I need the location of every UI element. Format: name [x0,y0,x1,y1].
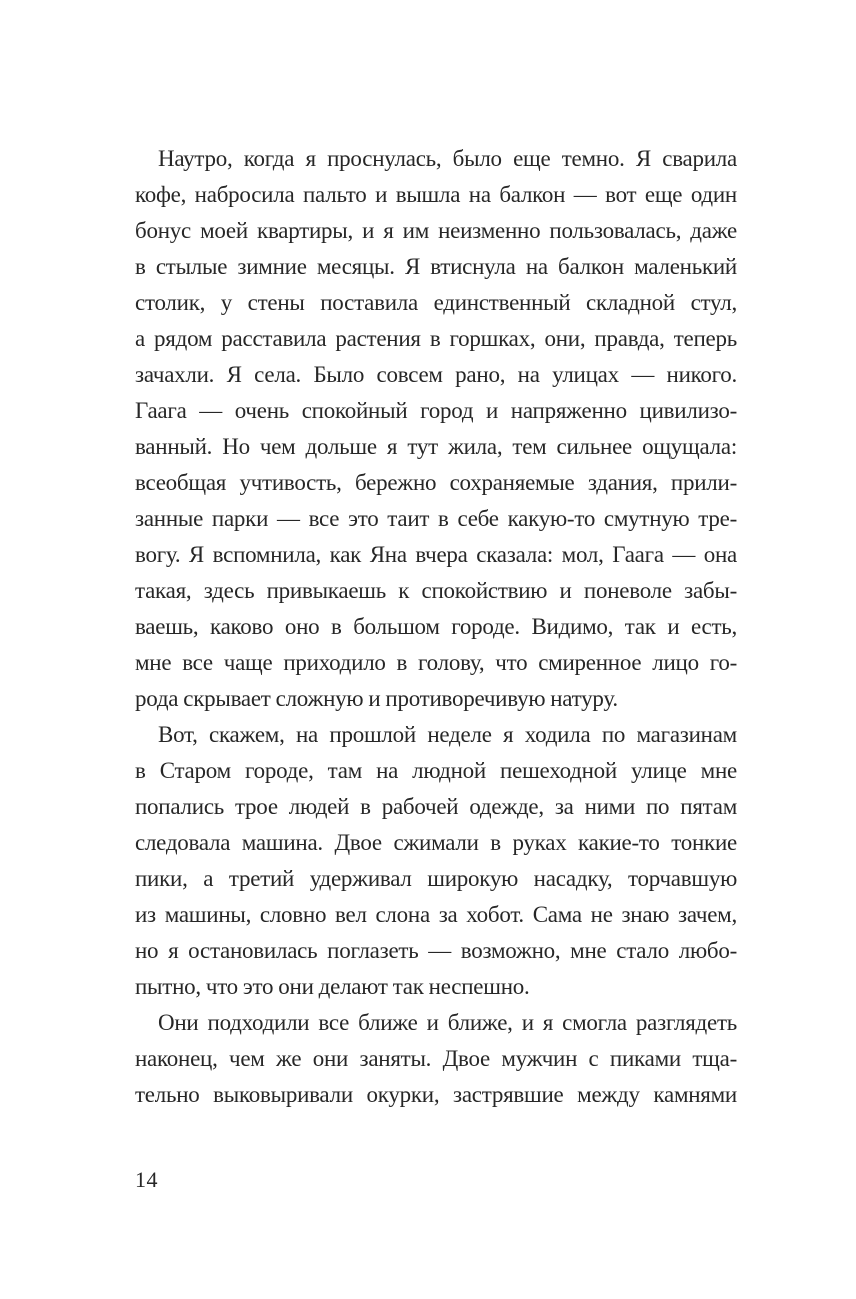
text-line: а рядом расставила растения в горшках, они, правда, теперь [135,326,737,351]
text-line: всеобщая учтивость, бережно сохраняемые здания, прили- [135,470,737,495]
text-line: такая, здесь привыкаешь к спокойствию и поневоле забы- [135,578,737,603]
text-line: пики, а третий удерживал широкую насадку, торчавшую [135,866,737,891]
page-number: 14 [135,1167,158,1192]
text-line: Они подходили все ближе и ближе, и я смогла разглядеть [158,1010,737,1035]
text-line: Гаага — очень спокойный город и напряженно цивилизо- [135,398,737,423]
text-line: в стылые зимние месяцы. Я втиснула на балкон маленький [135,254,737,279]
body-text [135,141,737,1113]
text-line: но я остановилась поглазеть — возможно, мне стало любо- [135,938,737,963]
paragraph [135,141,737,717]
paragraph [135,1005,737,1113]
text-line: Вот, скажем, на прошлой неделе я ходила по магазинам [158,722,737,747]
text-line: попались трое людей в рабочей одежде, за ними по пятам [135,794,737,819]
text-line: ваешь, каково оно в большом городе. Видимо, так и есть, [135,614,737,639]
text-line: тельно выковыривали окурки, застрявшие между камнями [135,1082,737,1107]
text-line: пытно, что это они делают так неспешно. [135,974,530,999]
text-line: зачахли. Я села. Было совсем рано, на улицах — никого. [135,362,737,387]
text-line: из машины, словно вел слона за хобот. Сама не знаю зачем, [135,902,737,927]
text-line: в Старом городе, там на людной пешеходной улице мне [135,758,737,783]
text-line: наконец, чем же они заняты. Двое мужчин с пиками тща- [135,1046,737,1071]
text-line: кофе, набросила пальто и вышла на балкон — вот еще один [135,182,737,207]
text-line: бонус моей квартиры, и я им неизменно пользовалась, даже [135,218,737,243]
text-line: следовала машина. Двое сжимали в руках какие-то тонкие [135,830,737,855]
text-line: рода скрывает сложную и противоречивую натуру. [135,686,618,711]
text-line: столик, у стены поставила единственный складной стул, [135,290,737,315]
text-line: Наутро, когда я проснулась, было еще темно. Я сварила [158,146,737,171]
text-line: занные парки — все это таит в себе какую-то смутную тре- [135,506,737,531]
text-line: ванный. Но чем дольше я тут жила, тем сильнее ощущала: [135,434,737,459]
paragraph [135,717,737,1005]
text-line: вогу. Я вспомнила, как Яна вчера сказала: мол, Гаага — она [135,542,737,567]
text-line: мне все чаще приходило в голову, что смиренное лицо го- [135,650,737,675]
